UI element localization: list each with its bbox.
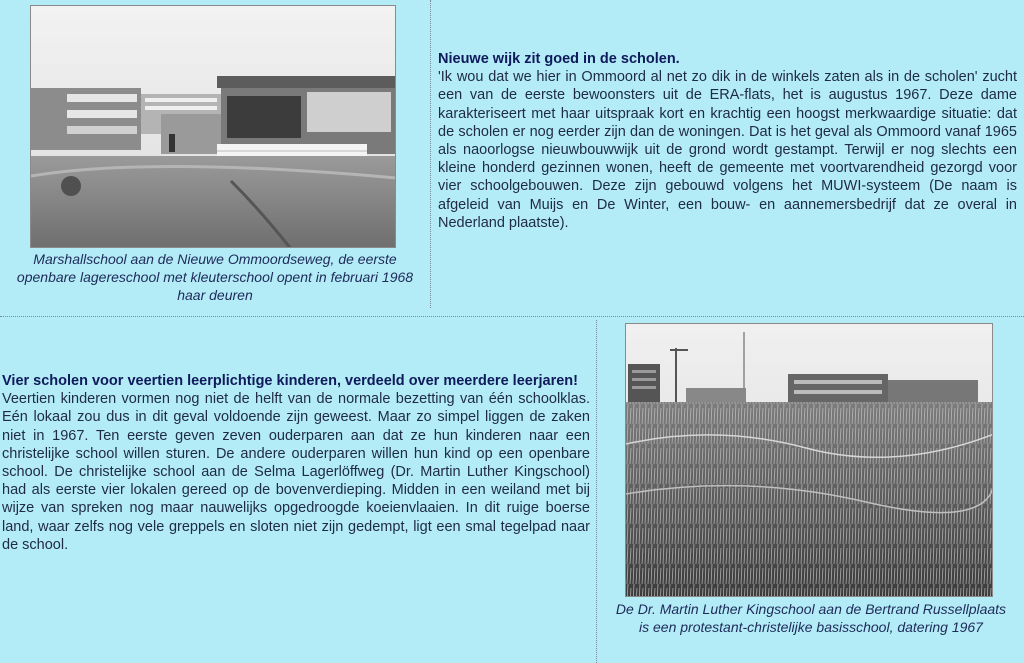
school-building-photo-icon — [31, 6, 396, 248]
kingschool-photo — [625, 323, 993, 597]
top-column-divider — [430, 0, 431, 308]
bottom-column-divider — [596, 320, 597, 663]
top-article-heading: Nieuwe wijk zit goed in de scholen. — [438, 51, 680, 67]
marshallschool-photo — [30, 5, 396, 248]
bottom-article-heading: Vier scholen voor veertien leerplichtige kinderen, verdeeld over meerdere leerjaren! — [2, 373, 578, 389]
bottom-article — [2, 372, 590, 554]
top-article-body: 'Ik wou dat we hier in Ommoord al net zo dik in de winkels zaten als in de scholen' zucht een van de eerste bewoonsters uit de ERA-flats, het is augustus 1967. Deze dame karakteriseert met haar uitspraak kort en krachtig een hoogst merkwaardige situatie: dat de scholen er nog eerder zijn dan de woningen. Dat is het geval als Ommoord vanaf 1965 als naoorlogse nieuwbouwwijk uit de grond wordt gestampt. Terwijl er nog slechts een kleine honderd gezinnen wonen, heeft de gemeente met voortvarendheid gezorgd voor vier schoolgebouwen. Deze zijn gebouwd volgens het MUWI-systeem (De naam is afgeleid van Muijs en De Winter, een bouw- en aannemersbedrijf dat ze overal in Nederland plaatste). — [438, 69, 1017, 231]
section-divider — [0, 316, 1024, 317]
kingschool-caption: De Dr. Martin Luther Kingschool aan de Bertrand Russellplaats is een protestant-christelijke basisschool, datering 1967 — [615, 601, 1007, 635]
field-with-buildings-photo-icon — [626, 324, 993, 597]
marshallschool-caption: Marshallschool aan de Nieuwe Ommoordseweg, de eerste openbare lagereschool met kleuterschool opent in februari 1968 haar deuren — [16, 251, 414, 303]
top-article — [438, 50, 1017, 232]
bottom-article-body: Veertien kinderen vormen nog niet de helft van de normale bezetting van één schoolklas. Eén lokaal zou dus in dit geval voldoende zijn geweest. Maar zo simpel liggen de zaken niet in 1967. Ten eerste geven zeven ouderparen aan dat ze hun kinderen naar een christelijke school willen sturen. De andere ouderparen willen hun kind op een openbare school. De christelijke school aan de Selma Lagerlöffweg (Dr. Martin Luther Kingschool) had als eerste vier lokalen gereed op de bovenverdieping. Midden in een weiland met bij wijze van spreken nog maar nauwelijks opgedroogde koeienvlaaien. In dit ruige boerse land, waar zelfs nog vele greppels en sloten niet zijn gedempt, ligt een smal tegelpad naar de school. — [2, 391, 590, 553]
